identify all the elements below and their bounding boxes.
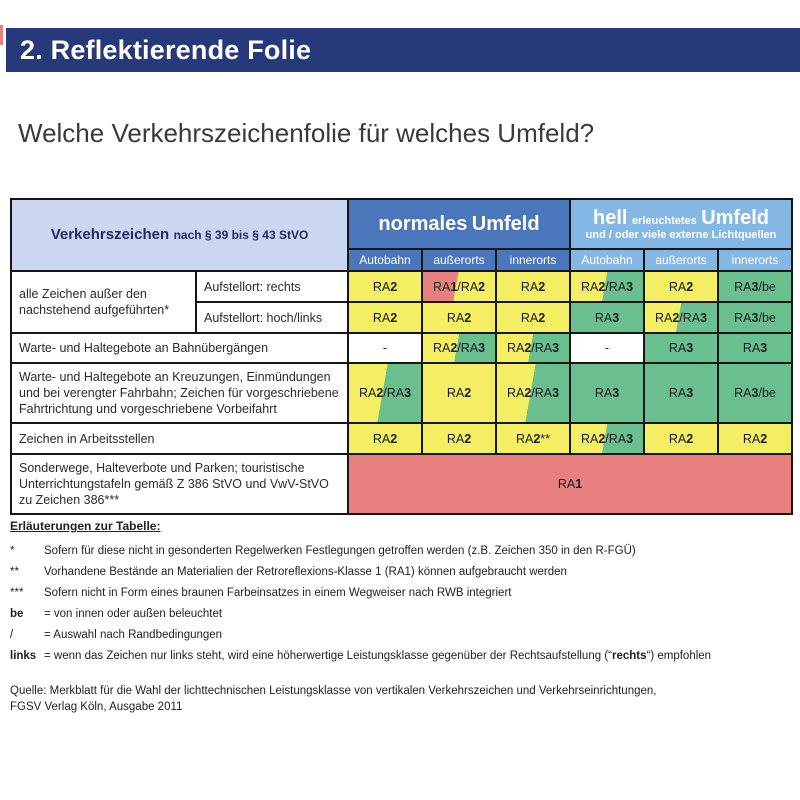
group-header-normales-umfeld (348, 199, 570, 249)
source-line-1: Quelle: Merkblatt für die Wahl der lichttechnischen Leistungsklasse von vertikalen Verkehrszeichen und Verkehrseinrichtungen, (10, 685, 657, 697)
footnote-text: = Auswahl nach Randbedingungen (44, 629, 223, 641)
corner-subtitle: nach § 39 bis § 43 StVO (173, 228, 309, 242)
footnote-text: = wenn das Zeichen nur links steht, wird eine höherwertige Leistungsklasse gegenüber der Rechtsaufstellung (“rechts“) empfohlen (44, 650, 712, 662)
foil-table (10, 198, 793, 515)
footnote-marker: ** (10, 566, 19, 578)
group-bright-word-bold: hell (593, 206, 628, 229)
footnote-item (10, 625, 792, 646)
value-cell: RA2 (422, 302, 496, 333)
value-cell: RA2 (496, 271, 570, 302)
value-cell: RA1 (348, 454, 792, 514)
value-cell: RA3/be (718, 363, 792, 423)
footnote-text: Sofern nicht in Form eines braunen Farbeinsatzes in einem Wegweiser nach RWB integriert (44, 587, 512, 599)
value-cell: RA2 (348, 302, 422, 333)
value-cell: RA2** (496, 423, 570, 454)
footnote-items (10, 541, 792, 667)
value-cell: RA2 (422, 363, 496, 423)
footnote-item (10, 562, 792, 583)
footnotes-section (10, 519, 792, 715)
value-cell: RA2 (348, 423, 422, 454)
subcolumn-normal-ausserorts: außerorts (422, 249, 496, 271)
value-cell: RA3 (570, 302, 644, 333)
subcolumn-bright-autobahn: Autobahn (570, 249, 644, 271)
value-cell: RA2/RA3 (422, 333, 496, 363)
table-row (11, 271, 792, 302)
table-row (11, 363, 792, 423)
row-label-arbeitsstellen: Zeichen in Arbeitsstellen (11, 423, 348, 454)
corner-header-verkehrszeichen (11, 199, 348, 271)
footnote-marker: *** (10, 587, 24, 599)
subcolumn-normal-autobahn: Autobahn (348, 249, 422, 271)
value-cell: RA2 (348, 271, 422, 302)
value-cell: RA2/RA3 (570, 271, 644, 302)
row-label-kreuzungen: Warte- und Haltegebote an Kreuzungen, Einmündungen und bei verengter Fahrbahn; Zeichen für vorgeschriebene Fahrtrichtung und vorgeschriebene Vorbeifahrt (11, 363, 348, 423)
row-label-alle-zeichen: alle Zeichen außer den nachstehend aufgeführten* (11, 271, 196, 333)
value-cell: RA1/RA2 (422, 271, 496, 302)
value-cell: RA3 (644, 363, 718, 423)
value-cell: RA2 (644, 423, 718, 454)
footnote-marker: * (10, 545, 15, 557)
value-cell: - (348, 333, 422, 363)
edge-artifact (0, 25, 3, 45)
group-normal-word-bold: normales (378, 212, 468, 235)
value-cell: - (570, 333, 644, 363)
footnote-item (10, 604, 792, 625)
header-row-groups (11, 199, 792, 249)
footnote-marker: / (10, 629, 14, 641)
footnote-item (10, 541, 792, 562)
footnotes-heading: Erläuterungen zur Tabelle: (10, 519, 161, 533)
value-cell: RA2/RA3 (570, 423, 644, 454)
value-cell: RA2 (496, 302, 570, 333)
row-label-bahnuebergaenge: Warte- und Haltegebote an Bahnübergängen (11, 333, 348, 363)
value-cell: RA2/RA3 (496, 333, 570, 363)
foil-table-wrapper (10, 198, 793, 515)
source-line-2: FGSV Verlag Köln, Ausgabe 2011 (10, 701, 183, 713)
value-cell: RA2/RA3 (496, 363, 570, 423)
value-cell: RA2 (718, 423, 792, 454)
value-cell: RA2/RA3 (348, 363, 422, 423)
value-cell: RA3 (718, 333, 792, 363)
value-cell: RA3 (644, 333, 718, 363)
row-sublabel-rechts: Aufstellort: rechts (196, 271, 348, 302)
corner-title: Verkehrszeichen (50, 226, 170, 243)
group-header-hell-umfeld (570, 199, 792, 249)
footnote-marker: links (10, 650, 37, 662)
subcolumn-bright-innerorts: innerorts (718, 249, 792, 271)
value-cell: RA2 (422, 423, 496, 454)
subcolumn-bright-ausserorts: außerorts (644, 249, 718, 271)
footnote-text: = von innen oder außen beleuchtet (44, 608, 223, 620)
value-cell: RA3/be (718, 302, 792, 333)
table-row (11, 423, 792, 454)
row-label-sonderwege: Sonderwege, Halteverbote und Parken; touristische Unterrichtungstafeln gemäß Z 386 StVO und VwV-StVO zu Zeichen 386*** (11, 454, 348, 514)
source-reference (10, 683, 792, 715)
section-header-bar (6, 28, 800, 72)
footnote-text: Sofern für diese nicht in gesonderten Regelwerken Festlegungen getroffen werden (z.B. Zeichen 350 in den R-FGÜ) (44, 545, 636, 557)
value-cell: RA2 (644, 271, 718, 302)
footnote-item (10, 583, 792, 604)
value-cell: RA2/RA3 (644, 302, 718, 333)
footnote-marker: be (10, 608, 24, 620)
table-row (11, 333, 792, 363)
footnote-item (10, 646, 792, 667)
row-sublabel-hoch-links: Aufstellort: hoch/links (196, 302, 348, 333)
value-cell: RA3 (570, 363, 644, 423)
value-cell: RA3/be (718, 271, 792, 302)
footnote-text: Vorhandene Bestände an Materialien der Retroreflexions-Klasse 1 (RA1) können aufgebraucht werden (44, 566, 567, 578)
subcolumn-normal-innerorts: innerorts (496, 249, 570, 271)
group-bright-word-rest: Umfeld (701, 206, 769, 229)
page-question: Welche Verkehrszeichenfolie für welches Umfeld? (18, 118, 595, 148)
group-normal-word-rest: Umfeld (471, 212, 540, 235)
section-title: 2. Reflektierende Folie (20, 34, 312, 65)
table-row (11, 454, 792, 514)
group-bright-subtitle: und / oder viele externe Lichtquellen (585, 229, 777, 242)
group-bright-word-small: erleuchtetes (631, 214, 697, 227)
